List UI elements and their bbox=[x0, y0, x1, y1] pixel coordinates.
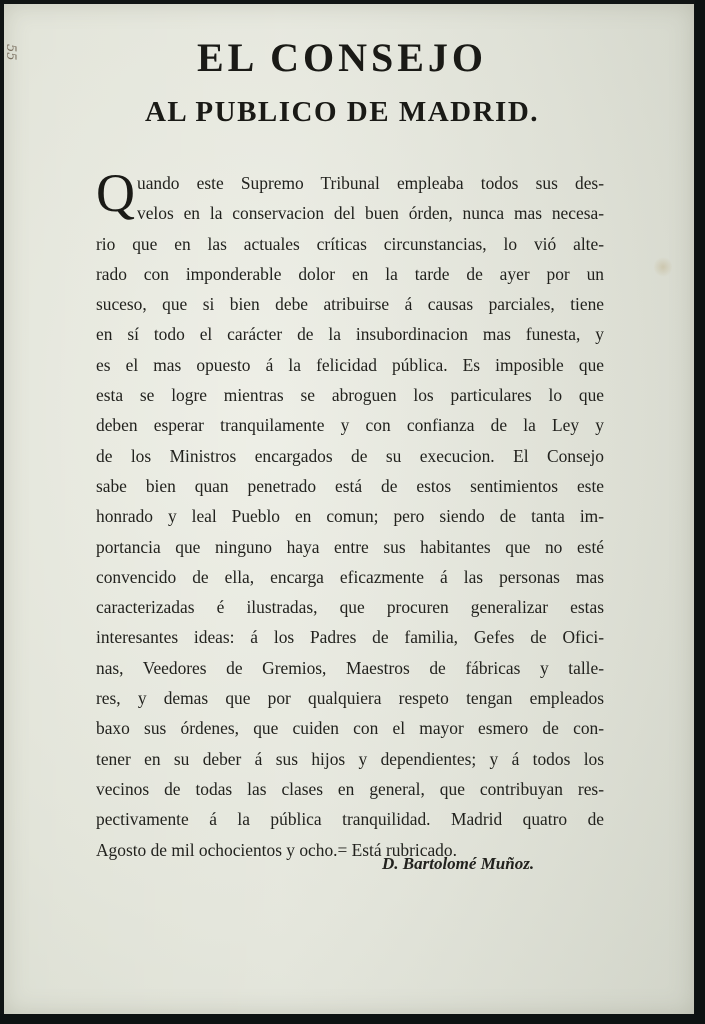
body-line: rio que en las actuales críticas circunstancias, lo vió alte- bbox=[96, 233, 604, 254]
document-title: EL CONSEJO bbox=[196, 35, 488, 80]
scan-border-bottom bbox=[0, 1014, 705, 1024]
body-line: pectivamente á la pública tranquilidad. Madrid quatro de bbox=[96, 809, 604, 830]
body-line: interesantes ideas: á los Padres de familia, Gefes de Ofici- bbox=[96, 627, 604, 648]
drop-cap: Q bbox=[96, 163, 135, 223]
document-page bbox=[4, 4, 694, 1014]
body-line: Agosto de mil ochocientos y ocho.= Está rubricado. bbox=[96, 839, 457, 860]
body-line: portancia que ninguno haya entre sus habitantes que no esté bbox=[96, 536, 604, 557]
body-line: es el mas opuesto á la felicidad pública. Es imposible que bbox=[96, 354, 604, 375]
body-line: baxo sus órdenes, que cuiden con el mayor esmero de con- bbox=[96, 718, 604, 739]
body-line: uando este Supremo Tribunal empleaba todos sus des- bbox=[137, 173, 604, 193]
body-line: res, y demas que por qualquiera respeto tengan empleados bbox=[96, 688, 604, 709]
body-line: honrado y leal Pueblo en comun; pero siendo de tanta im- bbox=[96, 506, 604, 527]
body-line: convencido de ella, encarga eficazmente á las personas mas bbox=[96, 566, 604, 587]
body-line: deben esperar tranquilamente y con confianza de la Ley y bbox=[96, 415, 604, 436]
body-line: de los Ministros encargados de su execucion. El Consejo bbox=[96, 445, 604, 466]
body-line: vecinos de todas las clases en general, que contribuyan res- bbox=[96, 778, 604, 799]
proclamation-body bbox=[96, 163, 604, 865]
signature: D. Bartolomé Muñoz. bbox=[382, 854, 535, 873]
paper-stain bbox=[654, 256, 672, 278]
body-line: caracterizadas é ilustradas, que procuren generalizar estas bbox=[96, 597, 604, 618]
body-line: tener en su deber á sus hijos y dependientes; y á todos los bbox=[96, 748, 604, 769]
scan-border-right bbox=[695, 0, 705, 1024]
body-line: nas, Veedores de Gremios, Maestros de fábricas y talle- bbox=[96, 657, 604, 678]
body-line: velos en la conservacion del buen órden, nunca mas necesa- bbox=[137, 203, 604, 224]
body-line: en sí todo el carácter de la insubordinacion mas funesta, y bbox=[96, 324, 604, 345]
folio-mark: 55 bbox=[3, 44, 18, 61]
body-line: esta se logre mientras se abroguen los particulares lo que bbox=[96, 385, 604, 406]
document-subtitle: AL PUBLICO DE MADRID. bbox=[144, 96, 540, 128]
body-line: sabe bien quan penetrado está de estos sentimientos este bbox=[96, 475, 604, 496]
body-line: rado con imponderable dolor en la tarde de ayer por un bbox=[96, 263, 604, 284]
body-line: suceso, que si bien debe atribuirse á causas parciales, tiene bbox=[96, 294, 604, 315]
